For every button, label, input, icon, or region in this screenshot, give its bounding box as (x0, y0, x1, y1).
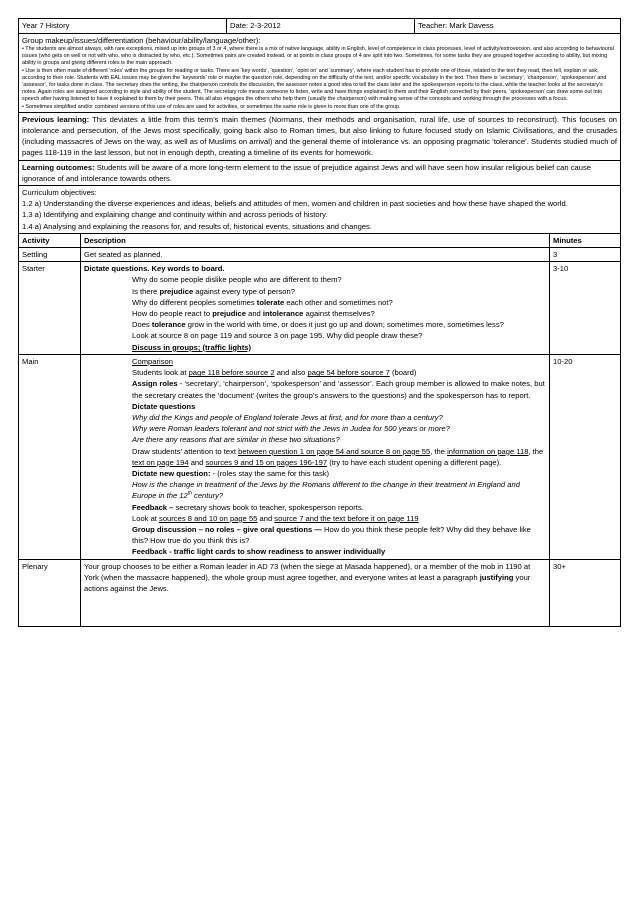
main-comparison: Comparison (132, 356, 173, 366)
starter-activity: Starter (19, 262, 81, 355)
lesson-date: Date: 2-3-2012 (227, 19, 415, 34)
group-makeup-para-3: • Sometimes simplified and/or combined versions of this use of roles are used for activities, or sometimes the same role is given to more than one of the group. (22, 103, 401, 110)
main-activity: Main (19, 354, 81, 559)
plenary-row (19, 559, 621, 626)
starter-minutes: 3-10 (550, 262, 621, 355)
main-question-change: How is the change in treatment of the Jews by the Romans different to the change in their treatment in England and Europe in the 12th century? (132, 480, 520, 501)
previous-learning-text: This deviates a little from this term’s main themes (Normans, their methods and organisation, rural life, use of sources to reconstruct). This focuses on intolerance and persecution, of the Jews most specifically, going back also to Roman times, but also linking to future focused study on Islamic Civilisations, and the crusades (including massacres of Jews on the way, as well as of Muslims on arrival) and the general theme of intolerance vs. an opposing pragmatic ‘tolerance’. Students studied much of pages 118-119 in the last lesson, but not in enough depth, creating a timeline of its events for homework. (22, 114, 618, 158)
group-makeup-para-1: • The students are almost always, with rare exceptions, mixed up into groups of 3 or 4, where there is a mix of native language, ability in English, level of competence in class processes, level of activity/extroversion, and also according to behavioural issues (who gets on well or not with who, who is distracted by who, etc.). Sometimes pairs are created instead, or at points in class groups of 4 are split into two. Sometimes, for some tasks they are grouped together according to ability, but mixing ability in groups and giving different roles is the main approach. (22, 46, 614, 67)
main-step-13: Feedback - traffic light cards to show readiness to answer individually (132, 547, 386, 557)
main-step-3: Dictate questions (132, 401, 196, 411)
curriculum-objective-3: 1.4 a) Analysing and explaining the reasons for, and results of, historical events, situations and changes. (22, 221, 372, 231)
curriculum-heading: Curriculum objectives: (22, 188, 97, 198)
previous-learning-row (19, 112, 621, 160)
main-step-1: Students look at page 118 before source 2 and also page 54 before source 7 (board) (132, 368, 417, 378)
main-step-8: Dictate new question: - (roles stay the same for this task) (132, 468, 330, 478)
settling-minutes: 3 (550, 248, 621, 262)
learning-outcomes-row (19, 160, 621, 185)
settling-description: Get seated as planned. (81, 248, 550, 262)
group-makeup-cell (19, 34, 621, 113)
settling-activity: Settling (19, 248, 81, 262)
description-column-header: Description (81, 233, 550, 247)
main-step-11: Look at sources 8 and 10 on page 55 and source 7 and the text before it on page 119 (132, 513, 419, 523)
starter-question-2: Is there prejudice against every type of person? (132, 286, 295, 296)
starter-question-3: Why do different peoples sometimes tolerate each other and sometimes not? (132, 297, 393, 307)
group-makeup-para-2: • Use is then often made of different ‘roles’ within the groups for reading or tasks. There are ‘key words’, ‘question’, ‘opini on’ and ‘summary’, where each student has to provide one of those, related to the text they read, then tell, explain or ask, according to their role. Students with EAL issues may be given the ‘keywords’ role or maybe the question role, depending on the difficulty of the text, and/or specific vocabulary in the text. Then there is ‘secretary’, ‘chairperson’, ‘spokesperson’ and ‘assessor’, for tasks done in class. The secretary does the writing, the chairperson controls the discussion, the assessor notes a good idea to tell the class later and the spokesperson reports to the class, while the teacher looks at the secretary’s notes. Again roles are assigned according to style and ability of the student. The secretary role means someone to listen, write and have things explained to them and their English corrected by their peers, ‘spokesperson’ can draw some out into speech after having listened to have it explained to them by their peers. This all also engages the others who help them (usually the chairperson) with making sense of the concepts and working through the processes with a focus. (22, 67, 607, 103)
main-question-romans: Why were Roman leaders tolerant and not strict with the Jews in Judea for 500 years or more? (132, 424, 450, 434)
main-step-10: Feedback – secretary shows book to teacher, spokesperson reports. (132, 502, 364, 512)
previous-learning-cell (19, 112, 621, 160)
header-row (19, 19, 621, 34)
main-step-12: Group discussion – no roles – give oral questions — How do you think these people felt? Why did they behave like this? How true do you think this is? (132, 524, 531, 546)
main-step-2: Assign roles - ‘secretary’, ‘chairperson’, ‘spokesperson’ and ‘assessor’. Each group member is allowed to make notes, but the secretary creates the ‘document’ (writes the group’s answers to the questions) and the spokesperson has to report. (132, 379, 545, 400)
curriculum-row (19, 186, 621, 234)
main-description (81, 354, 550, 559)
class-title: Year 7 History (19, 19, 227, 34)
starter-question-4: How do people react to prejudice and intolerance against themselves? (132, 309, 375, 319)
main-row (19, 354, 621, 559)
learning-outcomes-cell (19, 160, 621, 185)
activity-header-row (19, 233, 621, 247)
lesson-plan-document (18, 18, 620, 627)
main-question-kings: Why did the Kings and people of England tolerate Jews at first, and for more than a century? (132, 412, 443, 422)
curriculum-objective-1: 1.2 a) Understanding the diverse experiences and ideas, beliefs and attitudes of men, women and children in past societies and how these have shaped the world. (22, 199, 568, 209)
main-minutes: 10-20 (550, 354, 621, 559)
settling-row (19, 248, 621, 262)
learning-outcomes-label: Learning outcomes: (22, 162, 95, 172)
group-makeup-heading: Group makeup/issues/differentiation (behaviour/ability/language/other): (22, 36, 261, 45)
starter-question-5: Does tolerance grow in the world with time, or does it just go up and down; sometimes more, sometimes less? (132, 320, 504, 330)
starter-description (81, 262, 550, 355)
starter-discuss: Discuss in groups; (traffic lights) (132, 342, 251, 352)
starter-title: Dictate questions. Key words to board. (84, 264, 225, 274)
plenary-minutes: 30+ (550, 559, 621, 626)
learning-outcomes-text: Students will be aware of a more long-term element to the issue of prejudice against Jews and will have seen how insular religious belief can cause ignorance of and intolerance towards others. (22, 162, 591, 183)
starter-question-1: Why do some people dislike people who are different to them? (132, 275, 342, 285)
main-step-7: Draw students’ attention to text between question 1 on page 54 and source 8 on page 55, the information on page 118, the text on page 194 and sources 9 and 15 on pages 196-197 (try to have each student opening a different page). (132, 446, 544, 467)
curriculum-objective-2: 1.3 a) Identifying and explaining change and continuity within and across periods of history. (22, 210, 328, 220)
plenary-description: Your group chooses to be either a Roman leader in AD 73 (when the siege at Masada happened), or a member of the mob in 1190 at York (when the massacre happened), the whole group must agree together, and everyone writes at least a paragraph justifying your actions against the Jews. (81, 559, 550, 626)
teacher-name: Teacher: Mark Davess (415, 19, 621, 34)
lesson-plan-table (18, 18, 621, 627)
minutes-column-header: Minutes (550, 233, 621, 247)
curriculum-cell (19, 186, 621, 234)
main-question-similar: Are there any reasons that are similar in these two situations? (132, 435, 340, 445)
starter-row (19, 262, 621, 355)
plenary-activity: Plenary (19, 559, 81, 626)
starter-question-6: Look at source 8 on page 119 and source 3 on page 195. Why did people draw these? (132, 331, 423, 341)
previous-learning-label: Previous learning: (22, 114, 90, 124)
activity-column-header: Activity (19, 233, 81, 247)
group-makeup-row (19, 34, 621, 113)
